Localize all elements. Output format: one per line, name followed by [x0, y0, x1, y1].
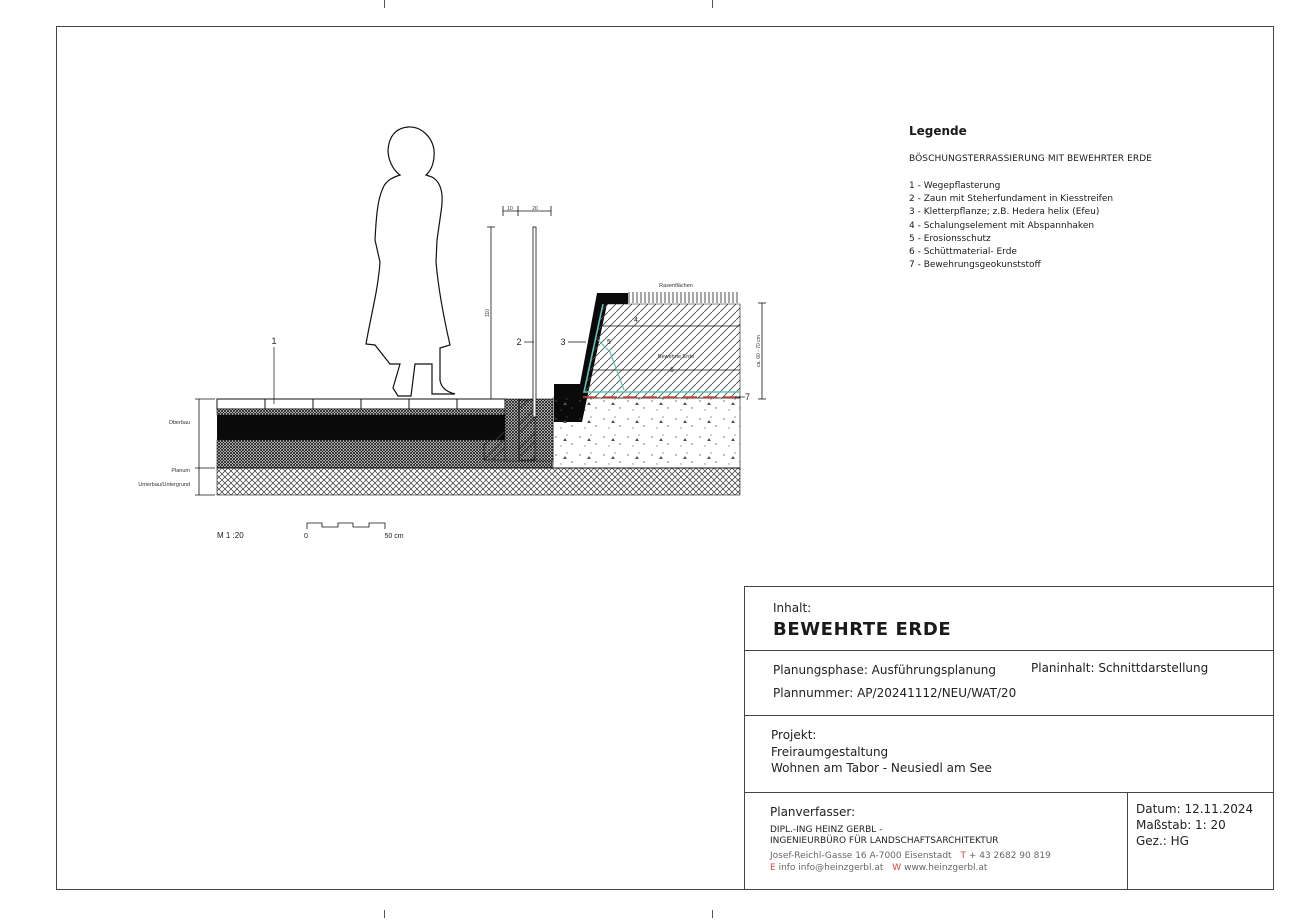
- bedding-layer: [217, 409, 505, 415]
- lawn-surface: [628, 292, 740, 303]
- drainage-gravel: [553, 398, 740, 468]
- title-block-inhalt: [745, 586, 1274, 650]
- legend-item: 7 - Bewehrungsgeokunststoff: [909, 260, 1041, 271]
- dim-10: 10: [507, 206, 513, 212]
- person-silhouette: [366, 127, 455, 396]
- label-oberbau: Oberbau: [168, 420, 190, 426]
- planverfasser-label: Planverfasser:: [770, 805, 856, 819]
- base-course: [217, 415, 505, 440]
- scale-label: M 1 :20: [217, 531, 244, 540]
- dim-20: 20: [532, 206, 538, 212]
- paving-stones: [217, 399, 505, 409]
- massstab: Maßstab: 1: 20: [1136, 818, 1226, 832]
- projekt-line1: Freiraumgestaltung: [771, 745, 889, 759]
- dim-110: 110: [485, 309, 491, 317]
- firm-contact-line: [770, 863, 987, 874]
- gez: Gez.: HG: [1136, 834, 1189, 848]
- web-prefix: W: [892, 863, 902, 873]
- legend: [909, 124, 1249, 272]
- planungsphase: Planungsphase: Ausführungsplanung: [773, 663, 996, 677]
- callout-5: 5: [607, 339, 611, 346]
- firm-line1: DIPL.-ING HEINZ GERBL -: [770, 825, 883, 835]
- callout-3: 3: [560, 337, 566, 347]
- label-bewehrte-erde: Bewehrte Erde: [657, 354, 695, 360]
- firm-web[interactable]: www.heinzgerbl.at: [904, 863, 988, 873]
- legend-list: [909, 180, 1249, 272]
- title-block-projekt: [745, 715, 1274, 792]
- plannummer: Plannummer: AP/20241112/NEU/WAT/20: [773, 686, 1017, 700]
- legend-subtitle: BÖSCHUNGSTERRASSIERUNG MIT BEWEHRTER ERDE: [909, 154, 1153, 164]
- label-planum: Planum: [171, 468, 190, 474]
- inhalt-label: Inhalt:: [773, 601, 812, 615]
- legend-item: 2 - Zaun mit Steherfundament in Kiesstreifen: [909, 194, 1114, 205]
- scalebar-end: 50 cm: [384, 533, 404, 540]
- scalebar-start: 0: [304, 533, 308, 540]
- callout-7: 7: [745, 392, 751, 402]
- planinhalt: Planinhalt: Schnittdarstellung: [1031, 661, 1209, 675]
- firm-address: Josef-Reichl-Gasse 16 A-7000 Eisenstadt: [770, 851, 952, 861]
- projekt-line2: Wohnen am Tabor - Neusiedl am See: [771, 761, 992, 775]
- callout-2: 2: [516, 337, 522, 347]
- subgrade-layer: [217, 468, 740, 495]
- legend-item: 6 - Schüttmaterial- Erde: [909, 247, 1017, 258]
- projekt-label: Projekt:: [771, 728, 817, 742]
- dim-right: ca. 60 - 70 cm: [756, 335, 762, 367]
- title-block-planverfasser: [745, 792, 1274, 890]
- email-prefix: E: [770, 863, 776, 873]
- title-block-divider: [1127, 793, 1128, 890]
- firm-line2: INGENIEURBÜRO FÜR LANDSCHAFTSARCHITEKTUR: [770, 836, 999, 846]
- firm-address-line: [770, 851, 1051, 862]
- title-block-planung: [745, 650, 1274, 715]
- label-unterbau: Unterbau/Untergrund: [138, 482, 190, 488]
- callout-1: 1: [271, 336, 277, 346]
- firm-phone: + 43 2682 90 819: [968, 851, 1051, 861]
- legend-item: 5 - Erosionsschutz: [909, 233, 991, 244]
- legend-item: 4 - Schalungselement mit Abspannhaken: [909, 220, 1095, 231]
- phone-prefix: T: [960, 851, 966, 861]
- fence-footing: [519, 400, 535, 460]
- fence-post: [533, 227, 536, 417]
- datum: Datum: 12.11.2024: [1136, 802, 1254, 816]
- label-rasenflaechen: Rasenflächen: [659, 283, 693, 289]
- firm-email[interactable]: info info@heinzgerbl.at: [778, 863, 884, 873]
- legend-item: 1 - Wegepflasterung: [909, 181, 1001, 191]
- level-markers: [195, 399, 215, 495]
- reinforced-earth: [583, 304, 740, 398]
- legend-title: Legende: [909, 124, 967, 138]
- inhalt-value: BEWEHRTE ERDE: [773, 619, 952, 640]
- title-block: [744, 586, 1274, 890]
- callout-4: 4: [634, 317, 638, 324]
- callout-6: 6: [670, 367, 674, 374]
- scale-bar: [307, 523, 385, 529]
- legend-item: 3 - Kletterpflanze; z.B. Hedera helix (Efeu): [909, 207, 1100, 218]
